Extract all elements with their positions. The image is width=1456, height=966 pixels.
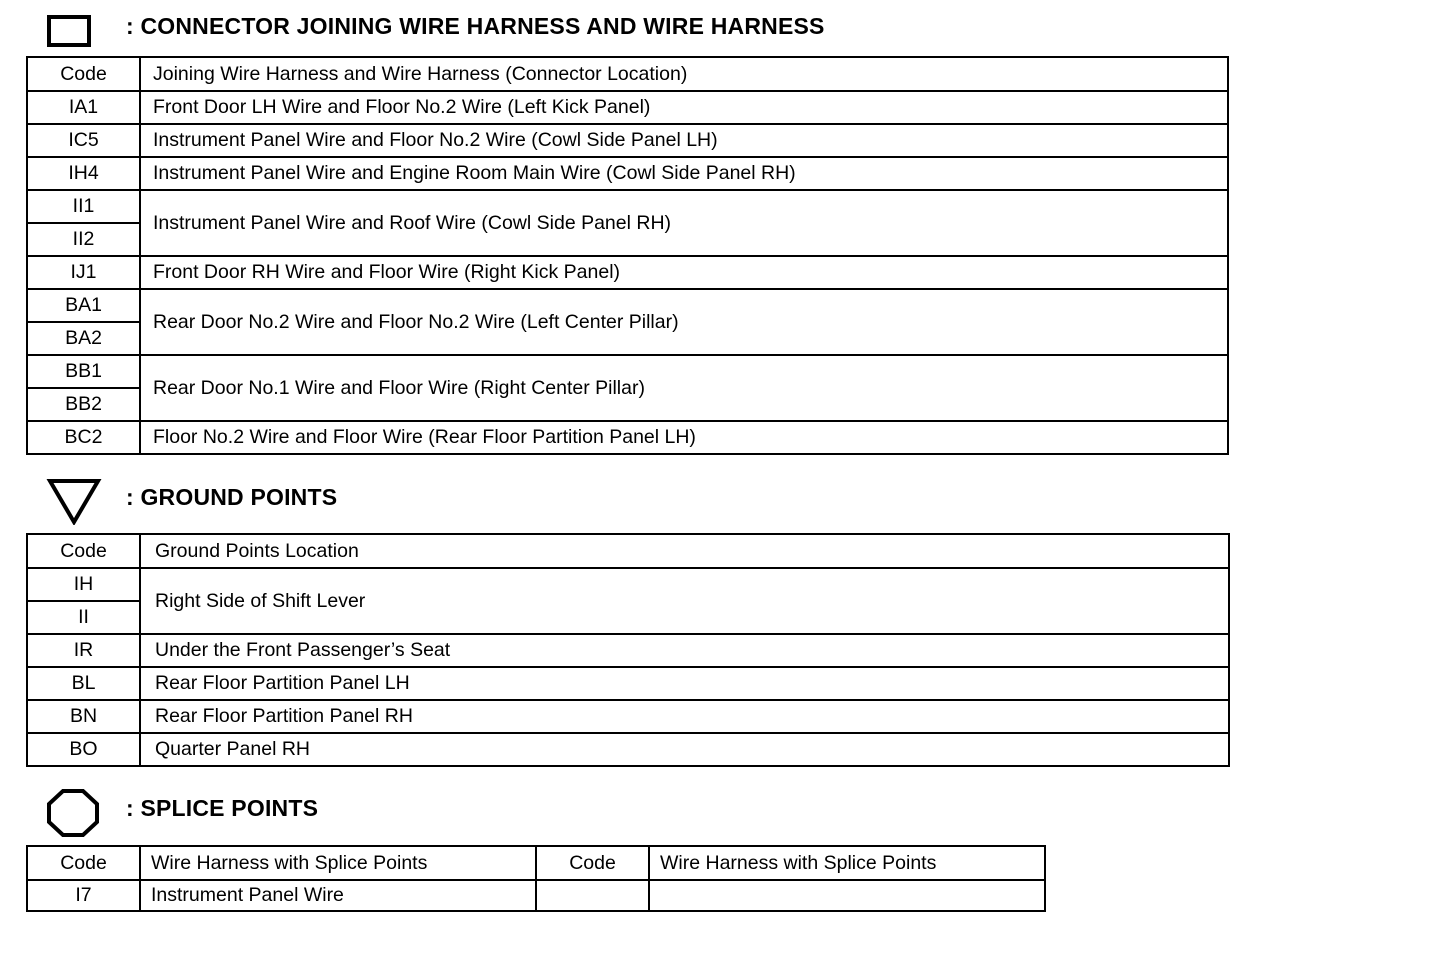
square-outline-icon xyxy=(46,14,92,48)
table-row xyxy=(27,880,1045,911)
connector-header-description: Joining Wire Harness and Wire Harness (Connector Location) xyxy=(140,57,1228,91)
splice-table xyxy=(26,845,1046,912)
triangle-down-outline-icon xyxy=(46,477,102,525)
ground-description-cell: Under the Front Passenger’s Seat xyxy=(140,634,1229,667)
splice-table-header-row xyxy=(27,846,1045,880)
splice-section-heading: : SPLICE POINTS xyxy=(126,795,319,821)
connector-header-code: Code xyxy=(27,57,140,91)
connector-code-cell: BB2 xyxy=(27,388,140,421)
connector-code-cell: II2 xyxy=(27,223,140,256)
table-row xyxy=(27,91,1228,124)
ground-table-header-row xyxy=(27,534,1229,568)
connector-description-cell: Front Door LH Wire and Floor No.2 Wire (Left Kick Panel) xyxy=(140,91,1228,124)
table-row xyxy=(27,667,1229,700)
table-row xyxy=(27,634,1229,667)
connector-table-header-row xyxy=(27,57,1228,91)
ground-description-cell: Rear Floor Partition Panel LH xyxy=(140,667,1229,700)
splice-description-cell: Instrument Panel Wire xyxy=(140,880,536,911)
connector-description-cell: Instrument Panel Wire and Floor No.2 Wire (Cowl Side Panel LH) xyxy=(140,124,1228,157)
table-row xyxy=(27,355,1228,388)
table-row xyxy=(27,157,1228,190)
connector-description-cell: Instrument Panel Wire and Roof Wire (Cowl Side Panel RH) xyxy=(140,190,1228,256)
ground-section-heading: : GROUND POINTS xyxy=(126,484,338,510)
table-row xyxy=(27,256,1228,289)
ground-code-cell: IR xyxy=(27,634,140,667)
octagon-outline-icon xyxy=(46,788,100,838)
table-row xyxy=(27,733,1229,766)
connector-description-cell: Rear Door No.1 Wire and Floor Wire (Right Center Pillar) xyxy=(140,355,1228,421)
connector-code-cell: IA1 xyxy=(27,91,140,124)
splice-header-code-2: Code xyxy=(536,846,649,880)
connector-code-cell: IC5 xyxy=(27,124,140,157)
table-row xyxy=(27,124,1228,157)
splice-header-description-2: Wire Harness with Splice Points xyxy=(649,846,1045,880)
connector-code-cell: BA2 xyxy=(27,322,140,355)
splice-header-code: Code xyxy=(27,846,140,880)
connector-code-cell: IH4 xyxy=(27,157,140,190)
connector-description-cell: Instrument Panel Wire and Engine Room Main Wire (Cowl Side Panel RH) xyxy=(140,157,1228,190)
connector-code-cell: BC2 xyxy=(27,421,140,454)
connector-description-cell: Floor No.2 Wire and Floor Wire (Rear Floor Partition Panel LH) xyxy=(140,421,1228,454)
connector-table xyxy=(26,56,1229,455)
ground-code-cell: IH xyxy=(27,568,140,601)
table-row xyxy=(27,190,1228,223)
ground-header-description: Ground Points Location xyxy=(140,534,1229,568)
ground-description-cell: Quarter Panel RH xyxy=(140,733,1229,766)
splice-code-cell: I7 xyxy=(27,880,140,911)
ground-table xyxy=(26,533,1230,767)
table-row xyxy=(27,421,1228,454)
ground-code-cell: BO xyxy=(27,733,140,766)
ground-header-code: Code xyxy=(27,534,140,568)
ground-code-cell: II xyxy=(27,601,140,634)
table-row xyxy=(27,289,1228,322)
table-row xyxy=(27,700,1229,733)
splice-description-cell-2 xyxy=(649,880,1045,911)
splice-code-cell-2 xyxy=(536,880,649,911)
connector-code-cell: BA1 xyxy=(27,289,140,322)
ground-code-cell: BN xyxy=(27,700,140,733)
connector-code-cell: BB1 xyxy=(27,355,140,388)
connector-section-heading: : CONNECTOR JOINING WIRE HARNESS AND WIRE HARNESS xyxy=(126,13,825,39)
splice-header-description: Wire Harness with Splice Points xyxy=(140,846,536,880)
connector-description-cell: Rear Door No.2 Wire and Floor No.2 Wire (Left Center Pillar) xyxy=(140,289,1228,355)
table-row xyxy=(27,568,1229,601)
connector-code-cell: II1 xyxy=(27,190,140,223)
connector-description-cell: Front Door RH Wire and Floor Wire (Right Kick Panel) xyxy=(140,256,1228,289)
connector-code-cell: IJ1 xyxy=(27,256,140,289)
ground-code-cell: BL xyxy=(27,667,140,700)
ground-description-cell: Rear Floor Partition Panel RH xyxy=(140,700,1229,733)
ground-description-cell: Right Side of Shift Lever xyxy=(140,568,1229,634)
